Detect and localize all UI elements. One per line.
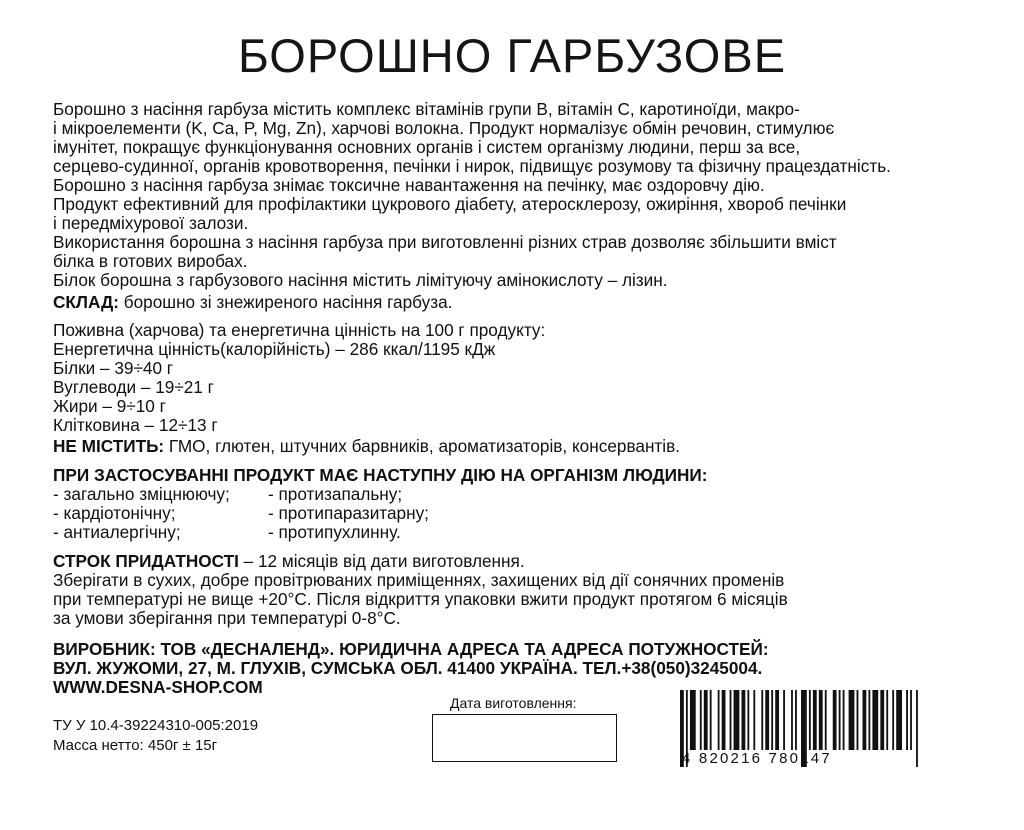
barcode-bar xyxy=(880,690,884,750)
description-line: Борошно з насіння гарбуза знімає токсичне навантаження на печінку, має оздоровчу дію. xyxy=(53,175,765,195)
standard-code: ТУ У 10.4-39224310-005:2019 xyxy=(53,717,259,734)
producer-line: ВИРОБНИК: ТОВ «ДЕСНАЛЕНД». ЮРИДИЧНА АДРЕСА ТА АДРЕСА ПОТУЖНОСТЕЙ: xyxy=(53,639,769,659)
shelf-life-label: СТРОК ПРИДАТНОСТІ xyxy=(53,551,239,571)
barcode-bar xyxy=(775,690,779,750)
shelf-life-text: – 12 місяців від дати виготовлення. xyxy=(238,551,525,571)
barcode-bar xyxy=(892,690,894,750)
barcode-bar xyxy=(783,690,785,750)
barcode-bar xyxy=(704,690,708,750)
barcode-bar xyxy=(730,690,732,750)
barcode-bar xyxy=(718,690,720,750)
effect-item: - протипухлинну. xyxy=(268,522,401,542)
barcode-bar xyxy=(813,690,817,750)
barcode-bar xyxy=(910,690,912,750)
barcode-bar xyxy=(753,690,755,750)
not-contains-label: НЕ МІСТИТЬ: xyxy=(53,436,165,456)
not-contains xyxy=(53,437,680,456)
barcode-bar xyxy=(868,690,870,750)
barcode-digits: 4 820216 780147 xyxy=(682,750,832,767)
nutrition-line: Жири – 9÷10 г xyxy=(53,396,166,416)
composition-text: борошно зі знежиреного насіння гарбуза. xyxy=(118,292,453,312)
nutrition-line: Білки – 39÷40 г xyxy=(53,358,174,378)
barcode-bar xyxy=(710,690,712,750)
nutrition-line: Поживна (харчова) та енергетична цінність на 100 г продукту: xyxy=(53,320,546,340)
effect-item: - протизапальну; xyxy=(268,484,403,504)
barcode-bar xyxy=(791,690,793,750)
description-line: білка в готових виробах. xyxy=(53,251,248,271)
effect-item: - кардіотонічну; xyxy=(53,503,176,523)
barcode-bar xyxy=(700,690,702,750)
barcode-bar xyxy=(809,690,811,750)
barcode-bar xyxy=(765,690,769,750)
composition xyxy=(53,293,452,312)
storage-line: Зберігати в сухих, добре провітрюваних приміщеннях, захищених від дії сонячних променів xyxy=(53,570,785,590)
producer-website: WWW.DESNA-SHOP.COM xyxy=(53,677,263,697)
barcode-bar xyxy=(886,690,888,750)
not-contains-text: ГМО, глютен, штучних барвників, ароматизаторів, консервантів. xyxy=(164,436,681,456)
barcode-bar xyxy=(722,690,726,750)
description-line: і передміхурової залози. xyxy=(53,213,249,233)
production-date-label: Дата виготовлення: xyxy=(450,695,577,711)
barcode-bar xyxy=(906,690,908,750)
barcode-bar xyxy=(857,690,859,750)
barcode-bar xyxy=(916,690,918,767)
product-title: БОРОШНО ГАРБУЗОВЕ xyxy=(237,29,787,82)
effects-heading: ПРИ ЗАСТОСУВАННІ ПРОДУКТ МАЄ НАСТУПНУ ДІЮ НА ОРГАНІЗМ ЛЮДИНИ: xyxy=(53,465,708,485)
effect-item: - загально зміцнюючу; xyxy=(53,484,230,504)
barcode-bar xyxy=(747,690,749,750)
producer-line: ВУЛ. ЖУЖОМИ, 27, М. ГЛУХІВ, СУМСЬКА ОБЛ. 41400 УКРАЇНА. ТЕЛ.+38(050)3245004. xyxy=(53,658,763,678)
description-line: Використання борошна з насіння гарбуза при виготовленні різних страв дозволяє збільшити вміст xyxy=(53,232,837,252)
description-line: Білок борошна з гарбузового насіння містить лімітуючу амінокислоту – лізин. xyxy=(53,270,668,290)
composition-label: СКЛАД: xyxy=(53,292,119,312)
nutrition-line: Енергетична цінність(калорійність) – 286 ккал/1195 кДж xyxy=(53,339,496,359)
storage-line: за умови зберігання при температурі 0-8°С. xyxy=(53,608,401,628)
barcode-bar xyxy=(849,690,855,750)
effect-item: - протипаразитарну; xyxy=(268,503,429,523)
description-line: імунітет, покращує функціонування основних органів і систем організму людини, перш за все, xyxy=(53,137,801,157)
description-line: серцево-судинної, органів кровотворення, печінки і нирок, підвищує розумову та фізичну працездатність. xyxy=(53,156,891,176)
barcode-bar xyxy=(795,690,797,750)
barcode-bar xyxy=(771,690,773,750)
description-line: і мікроелементи (K, Ca, P, Mg, Zn), харчові волокна. Продукт нормалізує обмін речовин, стимулює xyxy=(53,118,835,138)
net-weight: Масса нетто: 450г ± 15г xyxy=(53,737,218,754)
barcode-bar xyxy=(833,690,837,750)
nutrition-line: Вуглеводи – 19÷21 г xyxy=(53,377,214,397)
barcode-bar xyxy=(896,690,902,750)
barcode-bar xyxy=(843,690,845,750)
nutrition-line: Клітковина – 12÷13 г xyxy=(53,415,218,435)
production-date-box xyxy=(432,714,617,762)
barcode-bar xyxy=(839,690,841,750)
storage-line: при температурі не вище +20°С. Після відкриття упаковки вжити продукт протягом 6 місяців xyxy=(53,589,788,609)
shelf-life xyxy=(53,552,525,571)
barcode-bar xyxy=(734,690,740,750)
effect-item: - антиалергічну; xyxy=(53,522,181,542)
description-line: Борошно з насіння гарбуза містить комплекс вітамінів групи В, вітамін С, каротиноїди, макро- xyxy=(53,99,800,119)
barcode-bar xyxy=(761,690,763,750)
description-line: Продукт ефективний для профілактики цукрового діабету, атеросклерозу, ожиріння, хвороб печінки xyxy=(53,194,847,214)
barcode-bar xyxy=(741,690,745,750)
barcode-bar xyxy=(819,690,823,750)
barcode-bar xyxy=(825,690,827,750)
barcode-bar xyxy=(862,690,866,750)
barcode-bar xyxy=(690,690,696,750)
barcode-bar xyxy=(872,690,878,750)
